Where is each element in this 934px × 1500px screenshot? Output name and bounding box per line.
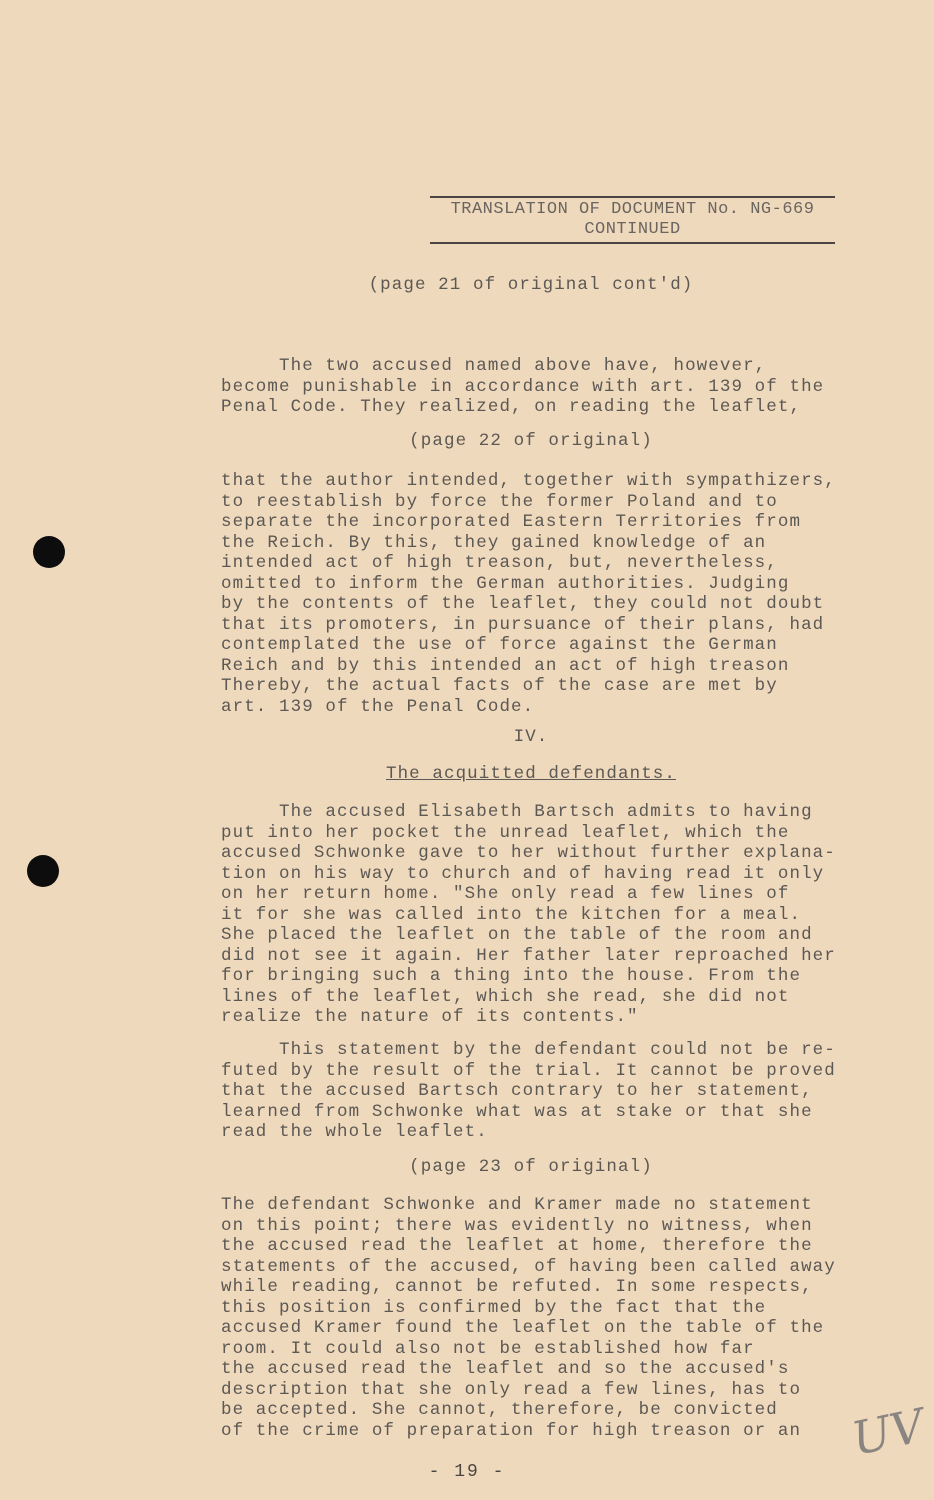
page-reference-22: (page 22 of original) — [409, 431, 653, 451]
punch-hole-bottom — [27, 855, 59, 887]
section-number: IV. — [513, 727, 549, 747]
page-number: - 19 - — [428, 1462, 506, 1482]
handwritten-initials: UV — [847, 1398, 929, 1466]
header-title: TRANSLATION OF DOCUMENT No. NG-669 — [450, 200, 815, 219]
header-subtitle: CONTINUED — [584, 220, 681, 239]
header-rule-top — [430, 196, 835, 198]
page-reference-21: (page 21 of original cont'd) — [368, 275, 694, 295]
paragraph-1: The two accused named above have, however, become punishable in accordance with art. 139 of the Penal Code. They realized, on reading the leaflet, — [221, 356, 825, 417]
paragraph-2: that the author intended, together with sympathizers, to reestablish by force the former Poland and to separate the incorporated Eastern Territories from the Reich. By this, they gained knowledge of an intended act of high treason, but, nevertheless, omitted to inform the German authorities. Judging by the contents of the leaflet, they could not doubt that its promoters, in pursuance of their plans, had contemplated the use of force against the German Reich and by this intended an act of high treason Thereby, the actual facts of the case are met by art. 139 of the Penal Code. — [221, 471, 836, 717]
document-header — [430, 196, 835, 244]
section-title-wrapper — [221, 764, 841, 784]
header-rule-bottom — [430, 242, 835, 244]
paragraph-3: The accused Elisabeth Bartsch admits to having put into her pocket the unread leaflet, which the accused Schwonke gave to her without further explana- tion on his way to church and of having read it only on her return home. "She only read a few lines of it for she was called into the kitchen for a meal. She placed the leaflet on the table of the room and did not see it again. Her father later reproached her for bringing such a thing into the house. From the lines of the leaflet, which she read, she did not realize the nature of its contents." — [221, 802, 836, 1027]
page-reference-23: (page 23 of original) — [409, 1157, 653, 1177]
section-title: The acquitted defendants. — [385, 764, 677, 784]
paragraph-5: The defendant Schwonke and Kramer made no statement on this point; there was evidently no witness, when the accused read the leaflet at home, therefore the statements of the accused, of having been called away while reading, cannot be refuted. In some respects, this position is confirmed by the fact that the accused Kramer found the leaflet on the table of the room. It could also not be established how far the accused read the leaflet and so the accused's description that she only read a few lines, has to be accepted. She cannot, therefore, be convicted of the crime of preparation for high treason or an — [221, 1195, 836, 1441]
punch-hole-top — [33, 536, 65, 568]
paragraph-4: This statement by the defendant could not be re- futed by the result of the trial. It cannot be proved that the accused Bartsch contrary to her statement, learned from Schwonke what was at stake or that she read the whole leaflet. — [221, 1040, 836, 1142]
